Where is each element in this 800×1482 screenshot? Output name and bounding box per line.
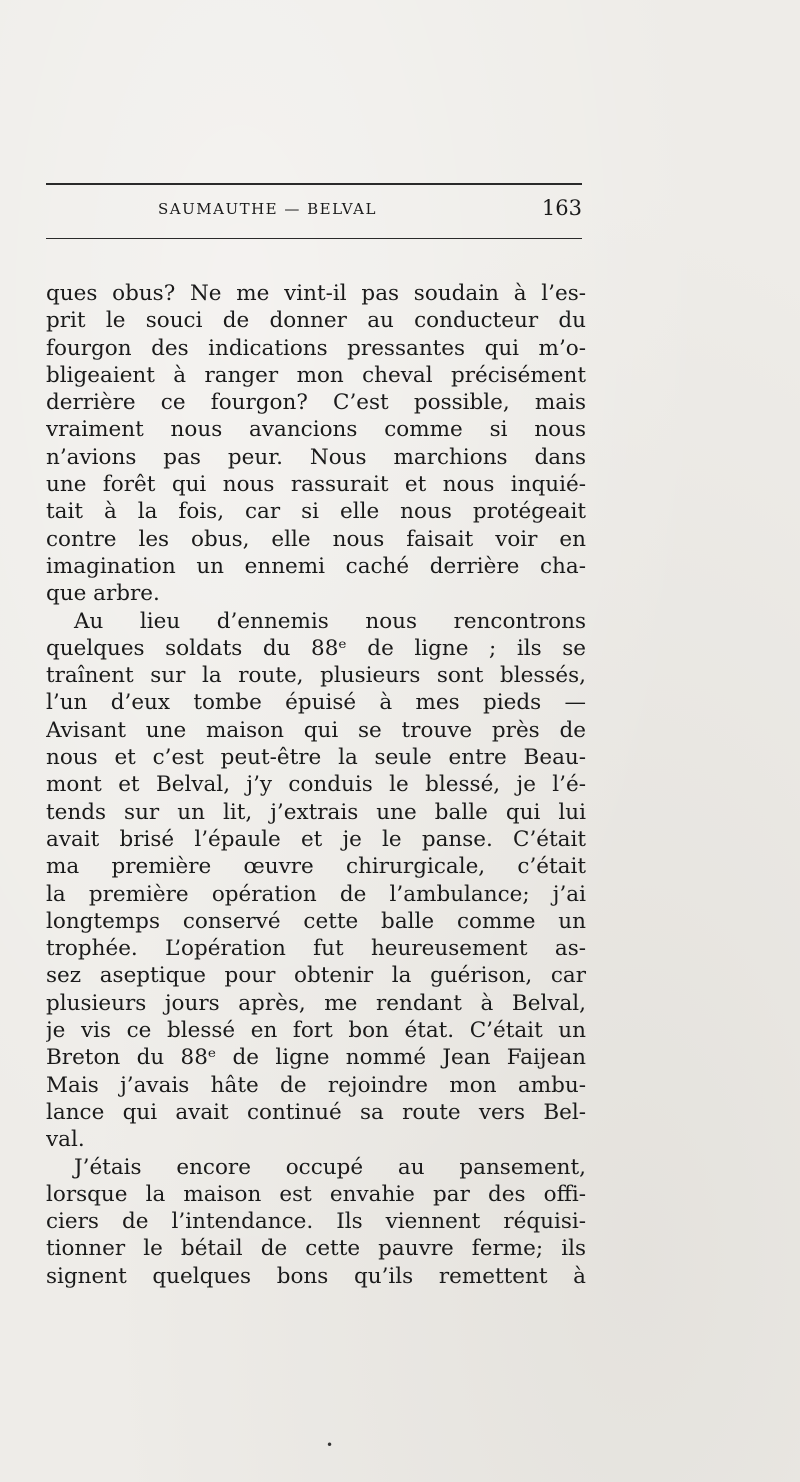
text-line: tionner le bétail de cette pauvre ferme; ils [46, 1236, 586, 1262]
text-line: nous et c’est peut-être la seule entre Beau- [46, 745, 586, 771]
text-line: J’étais encore occupé au pansement, [74, 1154, 586, 1180]
text-line: mont et Belval, j’y conduis le blessé, je l’é- [46, 772, 586, 798]
text-line: sez aseptique pour obtenir la guérison, car [46, 963, 586, 989]
text-line: tait à la fois, car si elle nous protégeait [46, 499, 586, 525]
text-line: Au lieu d’ennemis nous rencontrons [74, 608, 586, 634]
text-line: lance qui avait continué sa route vers Bel- [46, 1099, 586, 1125]
text-line: ciers de l’intendance. Ils viennent réquisi- [46, 1209, 586, 1235]
text-line: l’un d’eux tombe épuisé à mes pieds — [46, 690, 586, 716]
footer-mark: • [326, 1438, 334, 1452]
text-line: quelques soldats du 88ᵉ de ligne ; ils se [46, 635, 586, 661]
body-text [46, 280, 586, 1290]
text-line: n’avions pas peur. Nous marchions dans [46, 444, 586, 470]
text-line: imagination un ennemi caché derrière cha- [46, 553, 586, 579]
header-bottom-rule [46, 238, 582, 239]
text-line: derrière ce fourgon? C’est possible, mais [46, 390, 586, 416]
text-line: longtemps conservé cette balle comme un [46, 908, 586, 934]
text-line: Avisant une maison qui se trouve près de [46, 717, 586, 743]
text-line: je vis ce blessé en fort bon état. C’était un [46, 1018, 586, 1044]
page-number: 163 [541, 196, 582, 220]
header-top-rule [46, 183, 582, 185]
text-line: traînent sur la route, plusieurs sont blessés, [46, 663, 586, 689]
text-line: Mais j’avais hâte de rejoindre mon ambu- [46, 1072, 586, 1098]
text-line: fourgon des indications pressantes qui m’o- [46, 335, 586, 361]
text-line: ques obus? Ne me vint-il pas soudain à l’es- [46, 281, 586, 306]
text-line: lorsque la maison est envahie par des offi- [46, 1181, 586, 1207]
text-line: trophée. L’opération fut heureusement as- [46, 936, 586, 962]
text-line: la première opération de l’ambulance; j’ai [46, 881, 586, 907]
text-line: contre les obus, elle nous faisait voir en [46, 526, 586, 552]
running-title: SAUMAUTHE — BELVAL [158, 200, 377, 218]
text-line: une forêt qui nous rassurait et nous inquié- [46, 472, 586, 498]
text-line: signent quelques bons qu’ils remettent à [46, 1263, 586, 1289]
text-line: val. [46, 1127, 85, 1153]
text-line: ma première œuvre chirurgicale, c’était [46, 854, 586, 880]
text-line: Breton du 88ᵉ de ligne nommé Jean Faijean [46, 1045, 586, 1071]
text-line: vraiment nous avancions comme si nous [46, 417, 586, 443]
text-line: que arbre. [46, 581, 160, 607]
text-line: bligeaient à ranger mon cheval précisément [46, 362, 586, 388]
text-line: tends sur un lit, j’extrais une balle qui lui [46, 799, 586, 825]
text-line: plusieurs jours après, me rendant à Belval, [46, 990, 586, 1016]
text-line: avait brisé l’épaule et je le panse. C’était [46, 826, 586, 852]
text-line: prit le souci de donner au conducteur du [46, 308, 586, 334]
running-header [46, 196, 582, 228]
